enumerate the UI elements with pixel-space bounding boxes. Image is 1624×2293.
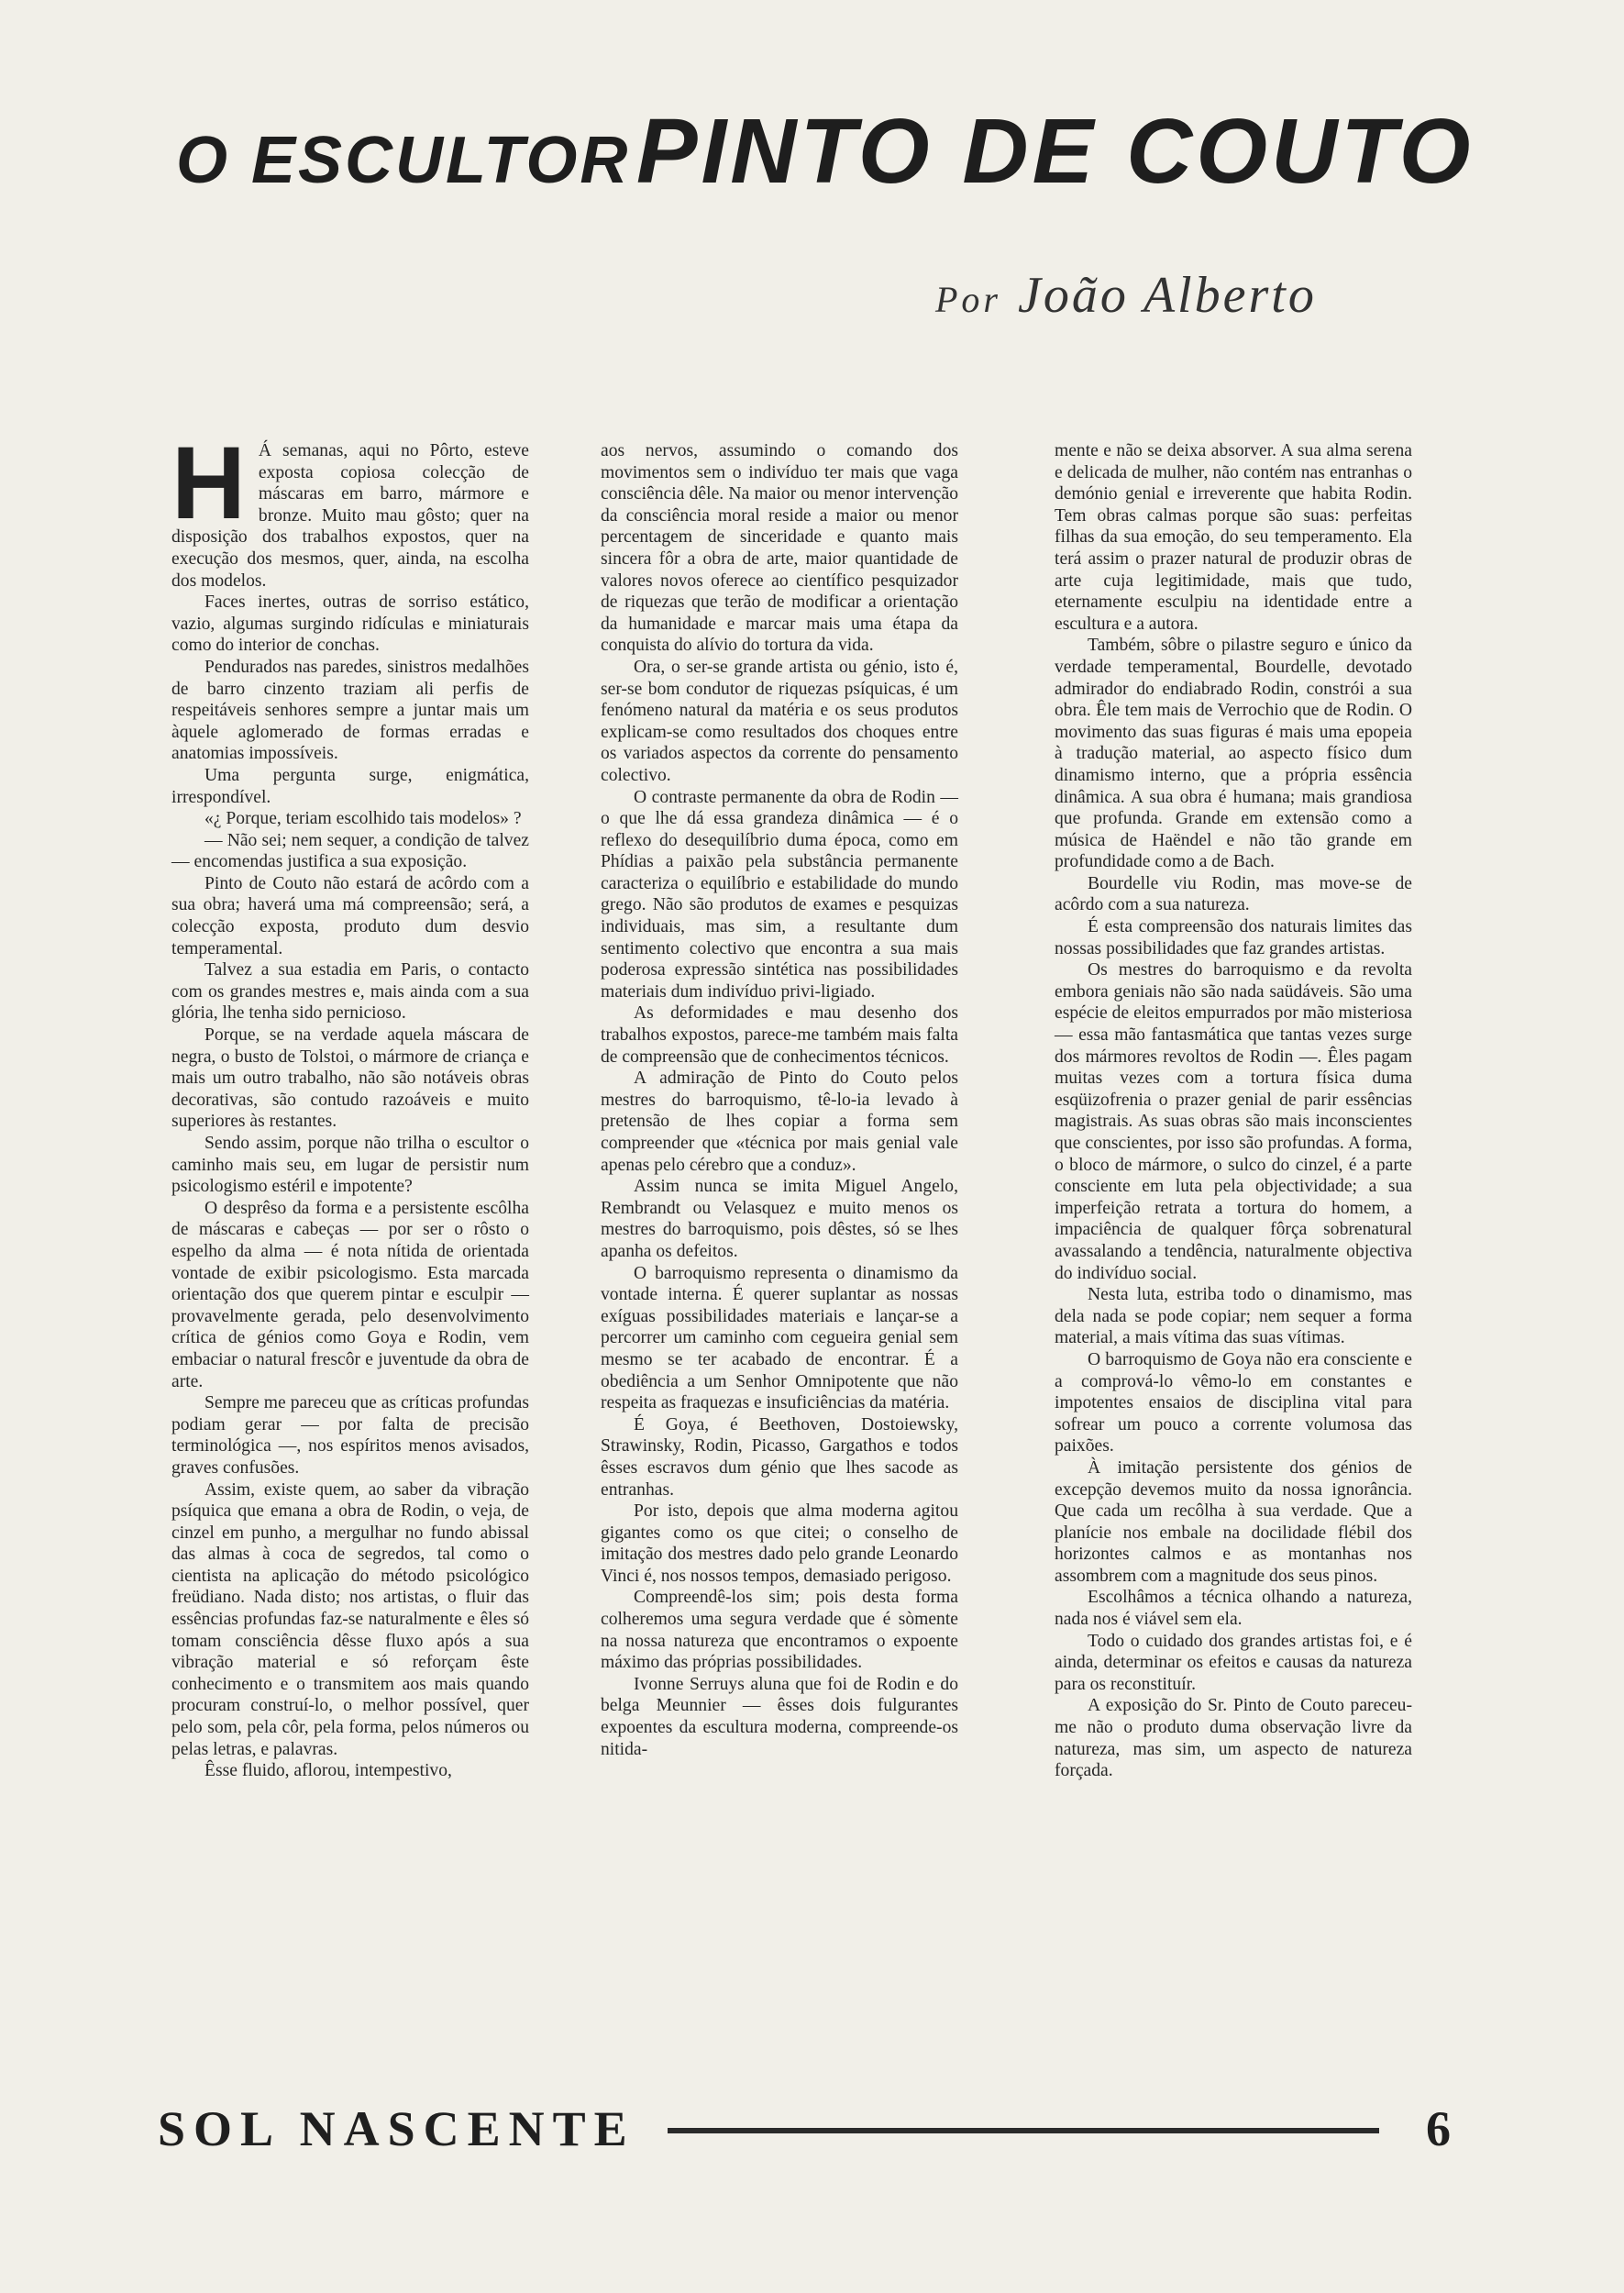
paragraph: Sendo assim, porque não trilha o escultor o caminho mais seu, em lugar de persistir num psicologismo estéril e impotente? xyxy=(171,1134,529,1197)
dropcap: H xyxy=(171,426,246,540)
page-number: 6 xyxy=(1426,2101,1451,2156)
article-title xyxy=(176,99,1475,205)
paragraph: O barroquismo de Goya não era consciente e a comprová-lo vêmo-lo em constantes e impotentes ensaios de disciplina vital para sofrear um pouco a corrente volumosa das paixões. xyxy=(1055,1349,1412,1457)
paragraph: Nesta luta, estriba todo o dinamismo, mas dela nada se pode copiar; nem sequer a forma material, a mais vítima das suas vítimas. xyxy=(1055,1285,1412,1348)
paragraph: O contraste permanente da obra de Rodin — o que lhe dá essa grandeza dinâmica — é o reflexo do desequilíbrio duma época, como em Phídias a paixão pela substância permanente caracteriza o equilíbrio e estabilidade do mundo grego. Não são produtos de exames e pesquizas individuais, mas sim, a resultante dum sentimento colectivo que encontra a sua mais poderosa expressão sintética nas possibilidades materiais dum indivíduo privi-ligiado. xyxy=(601,787,958,1002)
paragraph: O barroquismo representa o dinamismo da vontade interna. É querer suplantar as nossas exíguas possibilidades materiais e lançar-se a percorrer um caminho com cegueira genial sem mesmo se ter acabado de encontrar. É a obediência a um Senhor Omnipotente que não respeita as fraquezas e insuficiências da matéria. xyxy=(601,1263,958,1413)
paragraph: Bourdelle viu Rodin, mas move-se de acôrdo com a sua natureza. xyxy=(1055,873,1412,915)
article-column-2 xyxy=(601,440,958,1760)
byline-label: Por xyxy=(935,279,1001,320)
paragraph: «¿ Porque, teriam escolhido tais modelos» ? xyxy=(204,809,522,829)
title-prefix: O ESCULTOR xyxy=(176,124,631,197)
paragraph: Compreendê-los sim; pois desta forma colheremos uma segura verdade que é sòmente na nossa natureza que encontramos o expoente máximo das próprias possibilidades. xyxy=(601,1588,958,1673)
paragraph: Escolhâmos a técnica olhando a natureza, nada nos é viável sem ela. xyxy=(1055,1588,1412,1630)
paragraph: mente e não se deixa absorver. A sua alma serena e delicada de mulher, não contém nas entranhas o demónio genial e irreverente que habita Rodin. Tem obras calmas porque são suas: perfeitas filhas da sua emoção, do seu temperamento. Ela terá assim o prazer natural de produzir obras de arte cuja legitimidade, mais que tudo, eternamente esculpiu na identidade entre a escultura e a autora. xyxy=(1055,441,1412,634)
paragraph: Ora, o ser-se grande artista ou génio, isto é, ser-se bom condutor de riquezas psíquicas, é um fenómeno natural da matéria e os seus produtos explicam-se como resultados dos choques entre os variados aspectos da corrente do pensamento colectivo. xyxy=(601,657,958,785)
paragraph: O desprêso da forma e a persistente escôlha de máscaras e cabeças — por ser o rôsto o espelho da alma — é nota nítida de orientada vontade de exibir psicologismo. Esta marcada orientação dos que querem pintar e esculpir — provavelmente gerada, pelo desenvolvimento crítica de génios como Goya e Rodin, vem embaciar o natural frescôr e juventude da obra de arte. xyxy=(171,1198,529,1391)
paragraph: Por isto, depois que alma moderna agitou gigantes como os que citei; o conselho de imitação dos mestres dado pelo grande Leonardo Vinci é, nos nossos tempos, demasiado perigoso. xyxy=(601,1501,958,1586)
paragraph: Também, sôbre o pilastre seguro e único da verdade temperamental, Bourdelle, devotado admirador do endiabrado Rodin, constrói a sua obra. Êle tem mais de Verrochio que de Rodin. O movimento das suas figuras é mais uma epopeia à tradução material, ao aspecto físico dum dinamismo interno, que a própria essência dinâmica. A sua obra é humana; mais grandiosa que profunda. Grande em extensão como a música de Haëndel e não tão grande em profundidade como a de Bach. xyxy=(1055,636,1412,872)
first-paragraph xyxy=(171,426,529,592)
paragraph: É esta compreensão dos naturais limites das nossas possibilidades que faz grandes artistas. xyxy=(1055,917,1412,958)
paragraph: Assim nunca se imita Miguel Angelo, Rembrandt ou Velasquez e muito menos os mestres do barroquismo, pois dêstes, só se lhes apanha os defeitos. xyxy=(601,1177,958,1261)
paragraph: Êsse fluido, aflorou, intempestivo, xyxy=(204,1761,452,1781)
paragraph: Uma pergunta surge, enigmática, irrespondível. xyxy=(171,765,529,807)
publication-name: SOL NASCENTE xyxy=(158,2101,635,2156)
paragraph: Sempre me pareceu que as críticas profundas podiam gerar — por falta de precisão terminológica —, nos espíritos menos avisados, graves confusões. xyxy=(171,1393,529,1478)
paragraph: Os mestres do barroquismo e da revolta embora geniais não são nada saüdáveis. São uma espécie de eleitos empurrados por mão misteriosa — essa mão fantasmática que tantas vezes surge dos mármores revoltos de Rodin —. Êles pagam muitas vezes com a tortura física duma esqüizofrenia o prazer genial de parir essências magistrais. As suas obras são mais inconscientes que conscientes, por isso são profundas. A forma, o bloco de mármore, o sulco do cinzel, é a parte consciente em luta pela objectividade; a sua imperfeição retrata a tortura do homem, a impaciência de qualquer fôrça sobrenatural avassalando a tendência, naturalmente objectiva do indivíduo social. xyxy=(1055,960,1412,1283)
title-main: PINTO DE COUTO xyxy=(635,100,1475,203)
paragraph: À imitação persistente dos génios de excepção devemos muito da nossa ignorância. Que cada um recôlha à sua verdade. Que a planície nos embale na docilidade flébil dos horizontes calmos e as montanhas nos assombrem com a magnitude dos seus pinos. xyxy=(1055,1457,1412,1586)
paragraph: — Não sei; nem sequer, a condição de talvez — encomendas justifica a sua exposição. xyxy=(171,830,529,872)
paragraph: Faces inertes, outras de sorriso estático, vazio, algumas surgindo ridículas e miniaturais como do interior de conchas. xyxy=(171,593,529,656)
paragraph: É Goya, é Beethoven, Dostoiewsky, Strawinsky, Rodin, Picasso, Gargathos e todos êsses escravos dum génio que lhes sacode as entranhas. xyxy=(601,1414,958,1500)
paragraph: Pinto de Couto não estará de acôrdo com a sua obra; haverá uma má compreensão; será, a colecção exposta, produto dum desvio temperamental. xyxy=(171,873,529,958)
paragraph: Ivonne Serruys aluna que foi de Rodin e do belga Meunnier — êsses dois fulgurantes expoentes da escultura moderna, compreende-os nitida- xyxy=(601,1674,958,1759)
article-column-1 xyxy=(171,426,529,1782)
paragraph: aos nervos, assumindo o comando dos movimentos sem o indivíduo ter mais que vaga consciência dêle. Na maior ou menor intervenção da consciência moral reside a maior ou menor percentagem de sinceridade e quanto mais sincera fôr a obra de arte, maior quantidade de valores novos oferece ao científico pesquizador de riquezas que terão de modificar a orientação da humanidade e marcar mais uma étapa da conquista do alívio do tortura da vida. xyxy=(601,441,958,656)
footer-rule xyxy=(668,2128,1379,2133)
byline xyxy=(935,266,1317,325)
paragraph: Assim, existe quem, ao saber da vibração psíquica que emana a obra de Rodin, o veja, de cinzel em punho, a mergulhar no fundo abissal das almas à coca de segredos, tal como o cientista na aplicação do método psicológico freüdiano. Nada disto; nos artistas, o fluir das essências profundas faz-se naturalmente e êles só tomam consciência dêsse fluxo após a sua vibração material e só reforçam êste conhecimento e o transmitem aos mais quando procuram construí-lo, o melhor possível, quer pelo som, pela côr, pela forma, pelos números ou pelas letras, e palavras. xyxy=(171,1479,529,1759)
article-column-3 xyxy=(1055,440,1412,1782)
byline-author: João Alberto xyxy=(1018,267,1317,324)
paragraph: As deformidades e mau desenho dos trabalhos expostos, parece-me também mais falta de compreensão que de conhecimentos técnicos. xyxy=(601,1003,958,1067)
paragraph: Porque, se na verdade aquela máscara de negra, o busto de Tolstoi, o mármore de criança e mais um outro trabalho, não são notáveis obras decorativas, são contudo razoáveis e muito superiores às restantes. xyxy=(171,1025,529,1132)
paragraph: Talvez a sua estadia em Paris, o contacto com os grandes mestres e, mais ainda com a sua glória, lhe tenha sido pernicioso. xyxy=(171,960,529,1024)
paragraph: Pendurados nas paredes, sinistros medalhões de barro cinzento traziam ali perfis de respeitáveis senhores sempre a juntar mais um àquele aglomerado de formas erradas e anatomias impossíveis. xyxy=(171,657,529,764)
paragraph: A exposição do Sr. Pinto de Couto pareceu-me não o produto duma observação livre da natureza, mas sim, um aspecto de natureza forçada. xyxy=(1055,1696,1412,1781)
page-footer xyxy=(158,2100,1451,2165)
paragraph: Todo o cuidado dos grandes artistas foi, e é ainda, determinar os efeitos e causas da natureza para os reconstituír. xyxy=(1055,1631,1412,1694)
first-paragraph-text: Á semanas, aqui no Pôrto, esteve exposta copiosa colecção de máscaras em barro, mármore e bronze. Muito mau gôsto; quer na disposição dos trabalhos expostos, quer na execução dos mesmos, quer, ainda, na escolha dos modelos. xyxy=(171,441,529,591)
paragraph: A admiração de Pinto do Couto pelos mestres do barroquismo, tê-lo-ia levado à pretensão de lhes copiar a forma sem compreender que «técnica por mais genial vale apenas pelo cérebro que a conduz». xyxy=(601,1069,958,1175)
